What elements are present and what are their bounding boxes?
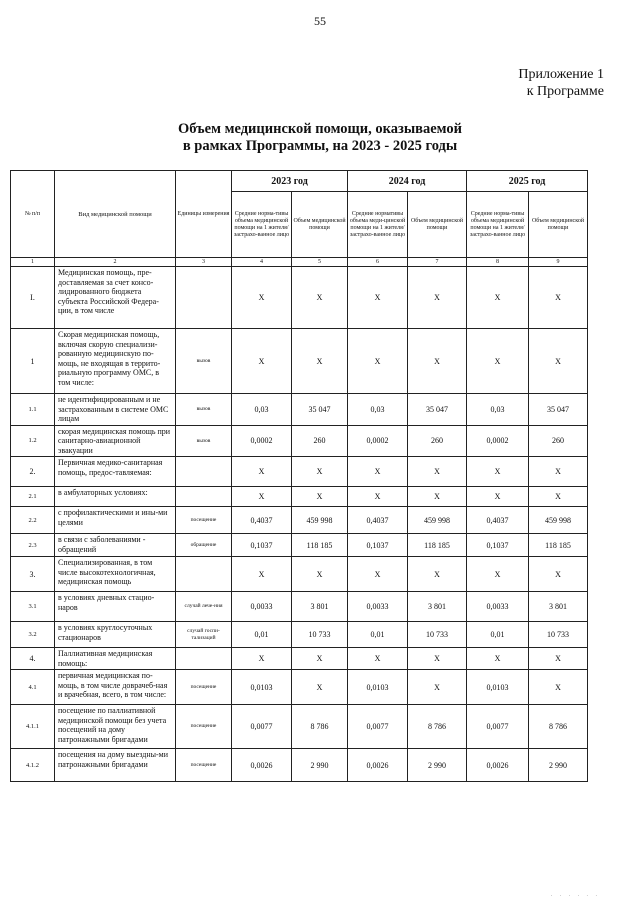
row-value: 459 998 [292, 507, 348, 534]
row-value: 0,0033 [232, 592, 292, 622]
row-name: Специализированная, в том числе высокотехнологичная, медицинская помощь [55, 557, 176, 592]
row-value: X [348, 648, 408, 670]
row-value: 0,0077 [467, 705, 529, 749]
header-norm-2025: Средние норма-тивы объема медицинской помощи на 1 жителя/застрахо-ванное лицо [467, 192, 529, 258]
row-value: X [348, 329, 408, 394]
table-row [11, 622, 588, 648]
row-value: 0,0077 [348, 705, 408, 749]
row-value: X [408, 487, 467, 507]
row-value: 0,0026 [467, 749, 529, 782]
row-unit: вызов [176, 394, 232, 426]
row-value: X [467, 267, 529, 329]
row-value: X [467, 329, 529, 394]
row-value: 0,1037 [467, 534, 529, 557]
row-name: в амбулаторных условиях: [55, 487, 176, 507]
row-unit: случай лече-ния [176, 592, 232, 622]
row-value: 35 047 [292, 394, 348, 426]
row-value: 2 990 [408, 749, 467, 782]
row-number: 2.2 [11, 507, 55, 534]
row-unit: обращение [176, 534, 232, 557]
row-number: 4.1.1 [11, 705, 55, 749]
row-name: Скорая медицинская помощь, включая скорую специализи-рованную медицинскую по-мощь, не входящая в террито-риальную программу ОМС, в том числе: [55, 329, 176, 394]
row-unit: посещение [176, 705, 232, 749]
row-number: 4. [11, 648, 55, 670]
row-value: 3 801 [292, 592, 348, 622]
row-value: 0,4037 [467, 507, 529, 534]
row-value: 0,0026 [348, 749, 408, 782]
row-value: 0,0002 [348, 425, 408, 457]
row-value: 0,1037 [232, 534, 292, 557]
row-value: X [292, 648, 348, 670]
header-norm-2023: Средние норма-тивы объема медицинской помощи на 1 жителя/застрахо-ванное лицо [232, 192, 292, 258]
row-number: 1.1 [11, 394, 55, 426]
row-value: X [529, 670, 588, 705]
table-row [11, 457, 588, 487]
row-value: X [408, 557, 467, 592]
row-value: 8 786 [408, 705, 467, 749]
row-name: не идентифицированным и не застрахованным в системе ОМС лицам [55, 394, 176, 426]
row-value: X [232, 457, 292, 487]
volume-table [10, 170, 588, 782]
col-number: 9 [529, 258, 588, 267]
row-value: 10 733 [292, 622, 348, 648]
row-value: X [408, 457, 467, 487]
header-unit: Единицы измерения [176, 171, 232, 258]
header-volume-2024: Объем медицинской помощи [408, 192, 467, 258]
row-value: X [529, 329, 588, 394]
row-value: X [467, 457, 529, 487]
row-name: скорая медицинская помощь при санитарно-авиационной эвакуации [55, 425, 176, 457]
header-year-2023: 2023 год [232, 171, 348, 192]
row-number: 3.1 [11, 592, 55, 622]
row-name: с профилактическими и ины-ми целями [55, 507, 176, 534]
row-value: X [292, 670, 348, 705]
row-value: X [292, 329, 348, 394]
row-value: X [292, 557, 348, 592]
row-value: 0,0026 [232, 749, 292, 782]
row-name: посещения на дому выездны-ми патронажными бригадами [55, 749, 176, 782]
header-num: № п/п [11, 171, 55, 258]
table-row [11, 534, 588, 557]
col-number: 3 [176, 258, 232, 267]
row-value: 35 047 [408, 394, 467, 426]
row-value: X [467, 557, 529, 592]
row-value: 0,03 [348, 394, 408, 426]
row-value: 459 998 [408, 507, 467, 534]
row-unit: посещение [176, 749, 232, 782]
row-value: 2 990 [529, 749, 588, 782]
row-value: X [348, 557, 408, 592]
table-row [11, 267, 588, 329]
row-value: X [292, 487, 348, 507]
row-value: 2 990 [292, 749, 348, 782]
row-value: X [348, 457, 408, 487]
row-value: 0,4037 [348, 507, 408, 534]
page-number: 55 [314, 14, 326, 28]
row-value: 118 185 [292, 534, 348, 557]
col-number: 4 [232, 258, 292, 267]
row-value: X [292, 267, 348, 329]
col-number: 1 [11, 258, 55, 267]
row-value: 0,03 [467, 394, 529, 426]
table-row [11, 670, 588, 705]
col-number: 6 [348, 258, 408, 267]
row-value: 0,01 [348, 622, 408, 648]
row-unit [176, 457, 232, 487]
row-value: 10 733 [529, 622, 588, 648]
row-value: 3 801 [529, 592, 588, 622]
row-name: посещение по паллиативной медицинской помощи без учета посещений на дому патронажными бригадами [55, 705, 176, 749]
row-unit: посещение [176, 670, 232, 705]
table-row [11, 648, 588, 670]
row-value: 10 733 [408, 622, 467, 648]
row-value: X [232, 487, 292, 507]
row-value: 260 [292, 425, 348, 457]
header-norm-2024: Средние нормативы объема меди-цинской помощи на 1 жителя/ застрахо-ванное лицо [348, 192, 408, 258]
row-value: X [408, 329, 467, 394]
row-value: 8 786 [529, 705, 588, 749]
table-row [11, 329, 588, 394]
page-title [0, 121, 640, 155]
row-unit [176, 648, 232, 670]
row-unit: случай госпи-тализаций [176, 622, 232, 648]
table-row [11, 705, 588, 749]
col-number: 7 [408, 258, 467, 267]
row-value: 0,0002 [232, 425, 292, 457]
row-name: Медицинская помощь, пре-доставляемая за счет консо-лидированного бюджета субъекта Российской Федера-ции, в том числе [55, 267, 176, 329]
table-row [11, 592, 588, 622]
row-value: X [529, 487, 588, 507]
row-value: X [408, 267, 467, 329]
row-number: 4.1.2 [11, 749, 55, 782]
row-value: X [292, 457, 348, 487]
row-value: 0,0103 [467, 670, 529, 705]
row-name: в условиях дневных стацио-наров [55, 592, 176, 622]
row-value: 0,03 [232, 394, 292, 426]
row-name: в условиях круглосуточных стационаров [55, 622, 176, 648]
row-number: 2.3 [11, 534, 55, 557]
col-number: 2 [55, 258, 176, 267]
row-value: 0,01 [232, 622, 292, 648]
row-value: X [408, 670, 467, 705]
row-value: X [467, 648, 529, 670]
row-value: X [232, 557, 292, 592]
table-row [11, 557, 588, 592]
row-value: 118 185 [408, 534, 467, 557]
row-value: 0,1037 [348, 534, 408, 557]
row-name: первичная медицинская по-мощь, в том числе доврачеб-ная и врачебная, всего, в том числе: [55, 670, 176, 705]
row-value: 8 786 [292, 705, 348, 749]
row-value: 0,0033 [467, 592, 529, 622]
row-value: 459 998 [529, 507, 588, 534]
row-value: X [529, 267, 588, 329]
row-number: 2. [11, 457, 55, 487]
row-unit: вызов [176, 329, 232, 394]
row-value: X [232, 329, 292, 394]
row-unit [176, 557, 232, 592]
scan-artifact: · · · · · · [550, 894, 600, 899]
row-number: 3.2 [11, 622, 55, 648]
row-value: 260 [529, 425, 588, 457]
row-value: 0,0103 [348, 670, 408, 705]
row-value: 0,01 [467, 622, 529, 648]
header-volume-2025: Объем медицинской помощи [529, 192, 588, 258]
table-row [11, 487, 588, 507]
row-unit [176, 487, 232, 507]
row-value: 3 801 [408, 592, 467, 622]
header-year-2024: 2024 год [348, 171, 467, 192]
title-line-2: в рамках Программы, на 2023 - 2025 годы [182, 138, 458, 154]
row-value: X [529, 557, 588, 592]
col-number: 8 [467, 258, 529, 267]
row-value: 0,0077 [232, 705, 292, 749]
row-value: 0,0002 [467, 425, 529, 457]
row-name: Паллиативная медицинская помощь: [55, 648, 176, 670]
row-value: 260 [408, 425, 467, 457]
row-number: 4.1 [11, 670, 55, 705]
row-number: 1.2 [11, 425, 55, 457]
appendix-line-2: к Программе [526, 84, 604, 99]
row-value: 118 185 [529, 534, 588, 557]
row-name: Первичная медико-санитарная помощь, предос-тавляемая: [55, 457, 176, 487]
row-value: X [348, 267, 408, 329]
row-value: X [529, 457, 588, 487]
row-value: X [232, 267, 292, 329]
table-row [11, 425, 588, 457]
row-value: X [348, 487, 408, 507]
row-value: 0,4037 [232, 507, 292, 534]
table-body [11, 267, 588, 782]
row-name: в связи с заболеваниями - обращений [55, 534, 176, 557]
row-unit: вызов [176, 425, 232, 457]
row-number: 2.1 [11, 487, 55, 507]
row-number: 3. [11, 557, 55, 592]
row-unit [176, 267, 232, 329]
row-value: X [232, 648, 292, 670]
table-row [11, 749, 588, 782]
row-value: X [529, 648, 588, 670]
table-row [11, 394, 588, 426]
row-value: X [408, 648, 467, 670]
title-line-1: Объем медицинской помощи, оказываемой [178, 121, 462, 137]
row-unit: посещение [176, 507, 232, 534]
header-volume-2023: Объем медицинской помощи [292, 192, 348, 258]
appendix-line-1: Приложение 1 [518, 67, 604, 82]
row-number: I. [11, 267, 55, 329]
row-value: 35 047 [529, 394, 588, 426]
row-number: 1 [11, 329, 55, 394]
row-value: X [467, 487, 529, 507]
col-number: 5 [292, 258, 348, 267]
row-value: 0,0033 [348, 592, 408, 622]
header-type: Вид медицинской помощи [55, 171, 176, 258]
appendix-label [518, 66, 604, 100]
table-row [11, 507, 588, 534]
row-value: 0,0103 [232, 670, 292, 705]
header-year-2025: 2025 год [467, 171, 588, 192]
